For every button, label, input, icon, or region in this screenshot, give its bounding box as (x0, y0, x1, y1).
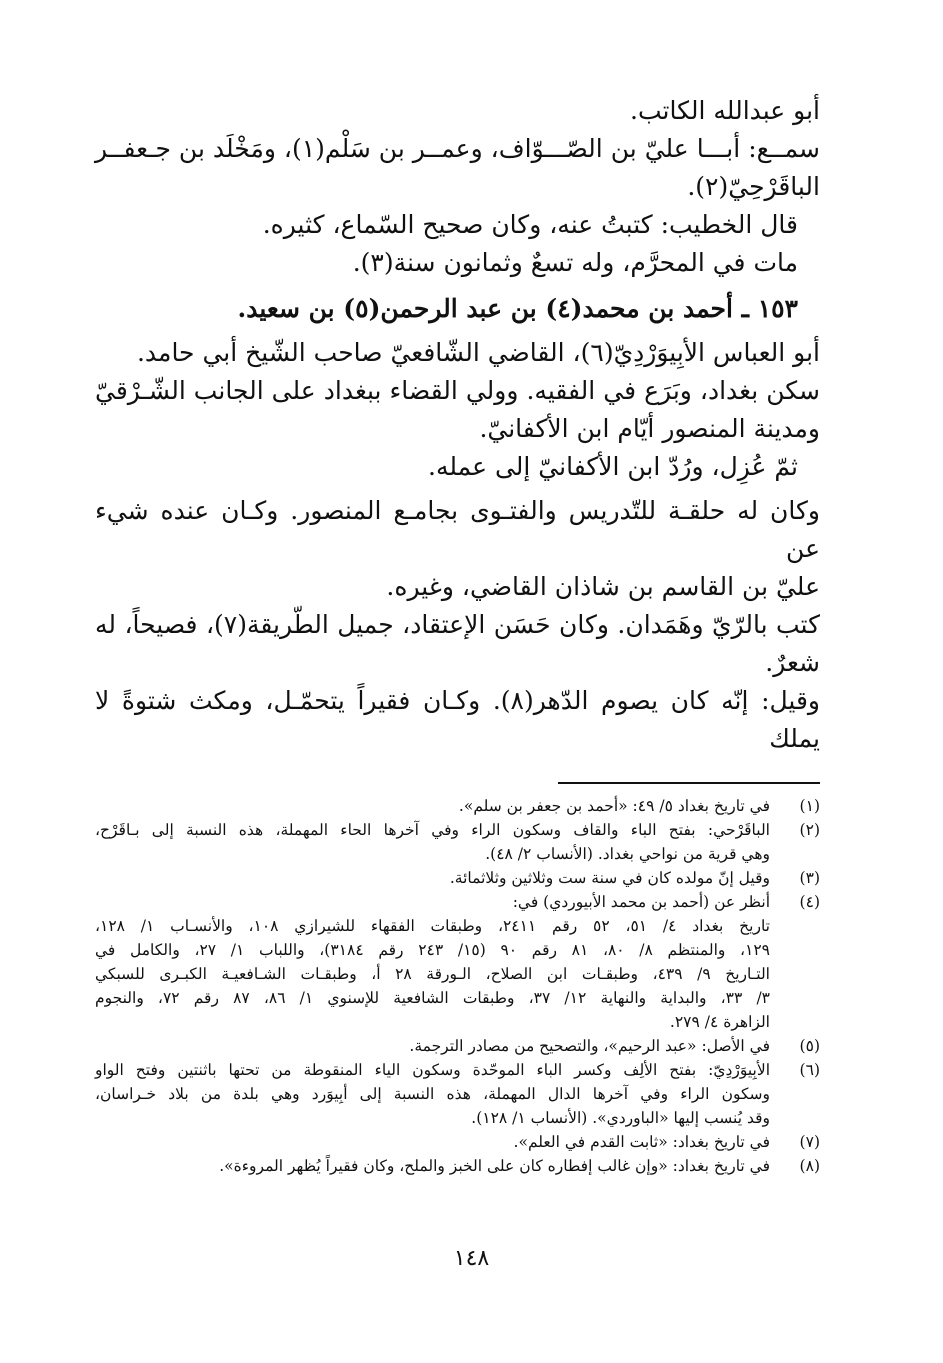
text-line: مات في المحرَّم، وله تسعٌ وثمانون سنة(٣). (352, 248, 798, 277)
main-text (95, 92, 820, 758)
text-line: سمــع: أبـــا عليّ بن الصّـــوّاف، وعمــر بن سَلْم(١)، ومَخْلَد بن جـعفــر (95, 134, 820, 163)
text-line: عليّ بن القاسم بن شاذان القاضي، وغيره. (386, 572, 820, 601)
footnote-line: وقيل إنّ مولده كان في سنة ست وثلاثين وثلاثمائة. (449, 869, 770, 887)
text-line: وقيل: إنّه كان يصوم الدّهر(٨). وكـان فقيراً يتحمّـل، ومكث شتوةً لا يملك (95, 686, 820, 753)
text-line: الباقَرْحِيّ(٢). (687, 172, 820, 201)
text-line: ثمّ عُزِل، ورُدّ ابن الأكفانيّ إلى عمله. (428, 452, 798, 481)
page-body (95, 92, 820, 1178)
footnote (95, 818, 820, 866)
footnote-number: (٦) (799, 1061, 820, 1079)
footnote-line: وسكون الراء وفي آخرها الدال المهملة، هذه النسبة إلى أبِيوَرد وهي بلدة من بلاد خـراسان، (95, 1085, 770, 1103)
footnote (95, 866, 820, 890)
text-line: قال الخطيب: كتبتُ عنه، وكان صحيح السّماع، كثيره. (262, 210, 798, 239)
text-line: ومدينة المنصور أيّام ابن الأكفانيّ. (479, 414, 820, 443)
footnote (95, 794, 820, 818)
footnote-line: الزاهرة ٤/ ٢٧٩. (669, 1013, 770, 1031)
footnote-line: في تاريخ بغداد: «وإن غالب إفطاره كان على الخبز والملح، وكان فقيراً يُظهر المروءة». (219, 1157, 770, 1175)
footnote (95, 1154, 820, 1178)
footnote (95, 1034, 820, 1058)
entry-heading: ١٥٣ ـ أحمد بن محمد(٤) بن عبد الرحمن(٥) بن سعيد. (237, 294, 798, 323)
page-number: ١٤٨ (453, 1246, 490, 1271)
text-line: شعرٌ. (765, 648, 820, 677)
footnote-text (95, 1058, 770, 1130)
footnote-line: الأبِيوَرْدِيّ: بفتح الألِف وكسر الباء الموحّدة وسكون الياء المنقوطة من تحتها باثنتين وفتح الواو (95, 1061, 770, 1079)
footnote (95, 1058, 820, 1130)
footnote-number: (٨) (799, 1157, 820, 1175)
footnote-number: (١) (799, 797, 820, 815)
footnote-divider (558, 782, 820, 784)
footnote-number: (٢) (799, 821, 820, 839)
footnote-line: وهي قرية من نواحي بغداد. (الأنساب ٢/ ٤٨). (485, 845, 770, 863)
footnote-line: التـاريخ ٩/ ٤٣٩، وطبقـات ابن الصلاح، الـورقة ٢٨ أ، وطبقـات الشـافعيـة الكبـرى للسبكي (95, 965, 770, 983)
footnote-line: في تاريخ بغداد ٥/ ٤٩: «أحمد بن جعفر بن سلم». (458, 797, 770, 815)
footnote-number: (٣) (799, 869, 820, 887)
footnote-text (95, 1034, 770, 1058)
footnote-text (95, 1154, 770, 1178)
footnote-line: وقد يُنسب إليها «الباوردي». (الأنساب ١/ ١٢٨). (471, 1109, 770, 1127)
footnote-number: (٥) (799, 1037, 820, 1055)
footnote (95, 890, 820, 1034)
footnote-text (95, 890, 770, 1034)
footnotes (95, 794, 820, 1178)
footnote-text (95, 794, 770, 818)
text-line: أبو العباس الأبِيوَرْدِيّ(٦)، القاضي الشّافعيّ صاحب الشّيخ أبي حامد. (136, 338, 820, 367)
text-line: أبو عبدالله الكاتب. (630, 96, 820, 125)
text-line: سكن بغداد، وبَرَع في الفقيه. وولي القضاء ببغداد على الجانب الشّـرْقيّ (95, 376, 820, 405)
footnote-line: تاريخ بغداد ٤/ ٥١، ٥٢ رقم ٢٤١١، وطبقات الفقهاء للشيرازي ١٠٨، والأنسـاب ١/ ١٢٨، (95, 917, 770, 935)
footnote-number: (٤) (799, 893, 820, 911)
footnote-line: ٣/ ٣٣، والبداية والنهاية ١٢/ ٣٧، وطبقات الشافعية للإسنوي ١/ ٨٦، ٨٧ رقم ٧٢، والنجوم (95, 989, 770, 1007)
footnote-line: أنظر عن (أحمد بن محمد الأبيوردي) في: (512, 893, 770, 911)
text-line: كتب بالرّيّ وهَمَدان. وكان حَسَن الإعتقاد، جميل الطّريقة(٧)، فصيحاً، له (95, 610, 821, 639)
footnote (95, 1130, 820, 1154)
footnote-line: ١٢٩، والمنتظم ٨/ ٨٠، ٨١ رقم ٩٠ (١٥/ ٢٤٣ رقم ٣١٨٤)، واللباب ١/ ٢٧، والكامل في (95, 941, 771, 959)
footnote-text (95, 1130, 770, 1154)
footnote-number: (٧) (799, 1133, 820, 1151)
footnote-text (95, 818, 770, 866)
footnote-line: في تاريخ بغداد: «ثابت القدم في العلم». (513, 1133, 770, 1151)
text-line: وكان له حلقـة للتّدريس والفتـوى بجامـع المنصور. وكـان عنده شيء عن (95, 496, 820, 563)
footnote-line: في الأصل: «عبد الرحيم»، والتصحيح من مصادر الترجمة. (409, 1037, 770, 1055)
footnote-line: الباقَرْحي: بفتح الباء والقاف وسكون الراء وفي آخرها الحاء المهملة، هذه النسبة إلى بـاقَرْح، (95, 821, 770, 839)
footnote-text (95, 866, 770, 890)
